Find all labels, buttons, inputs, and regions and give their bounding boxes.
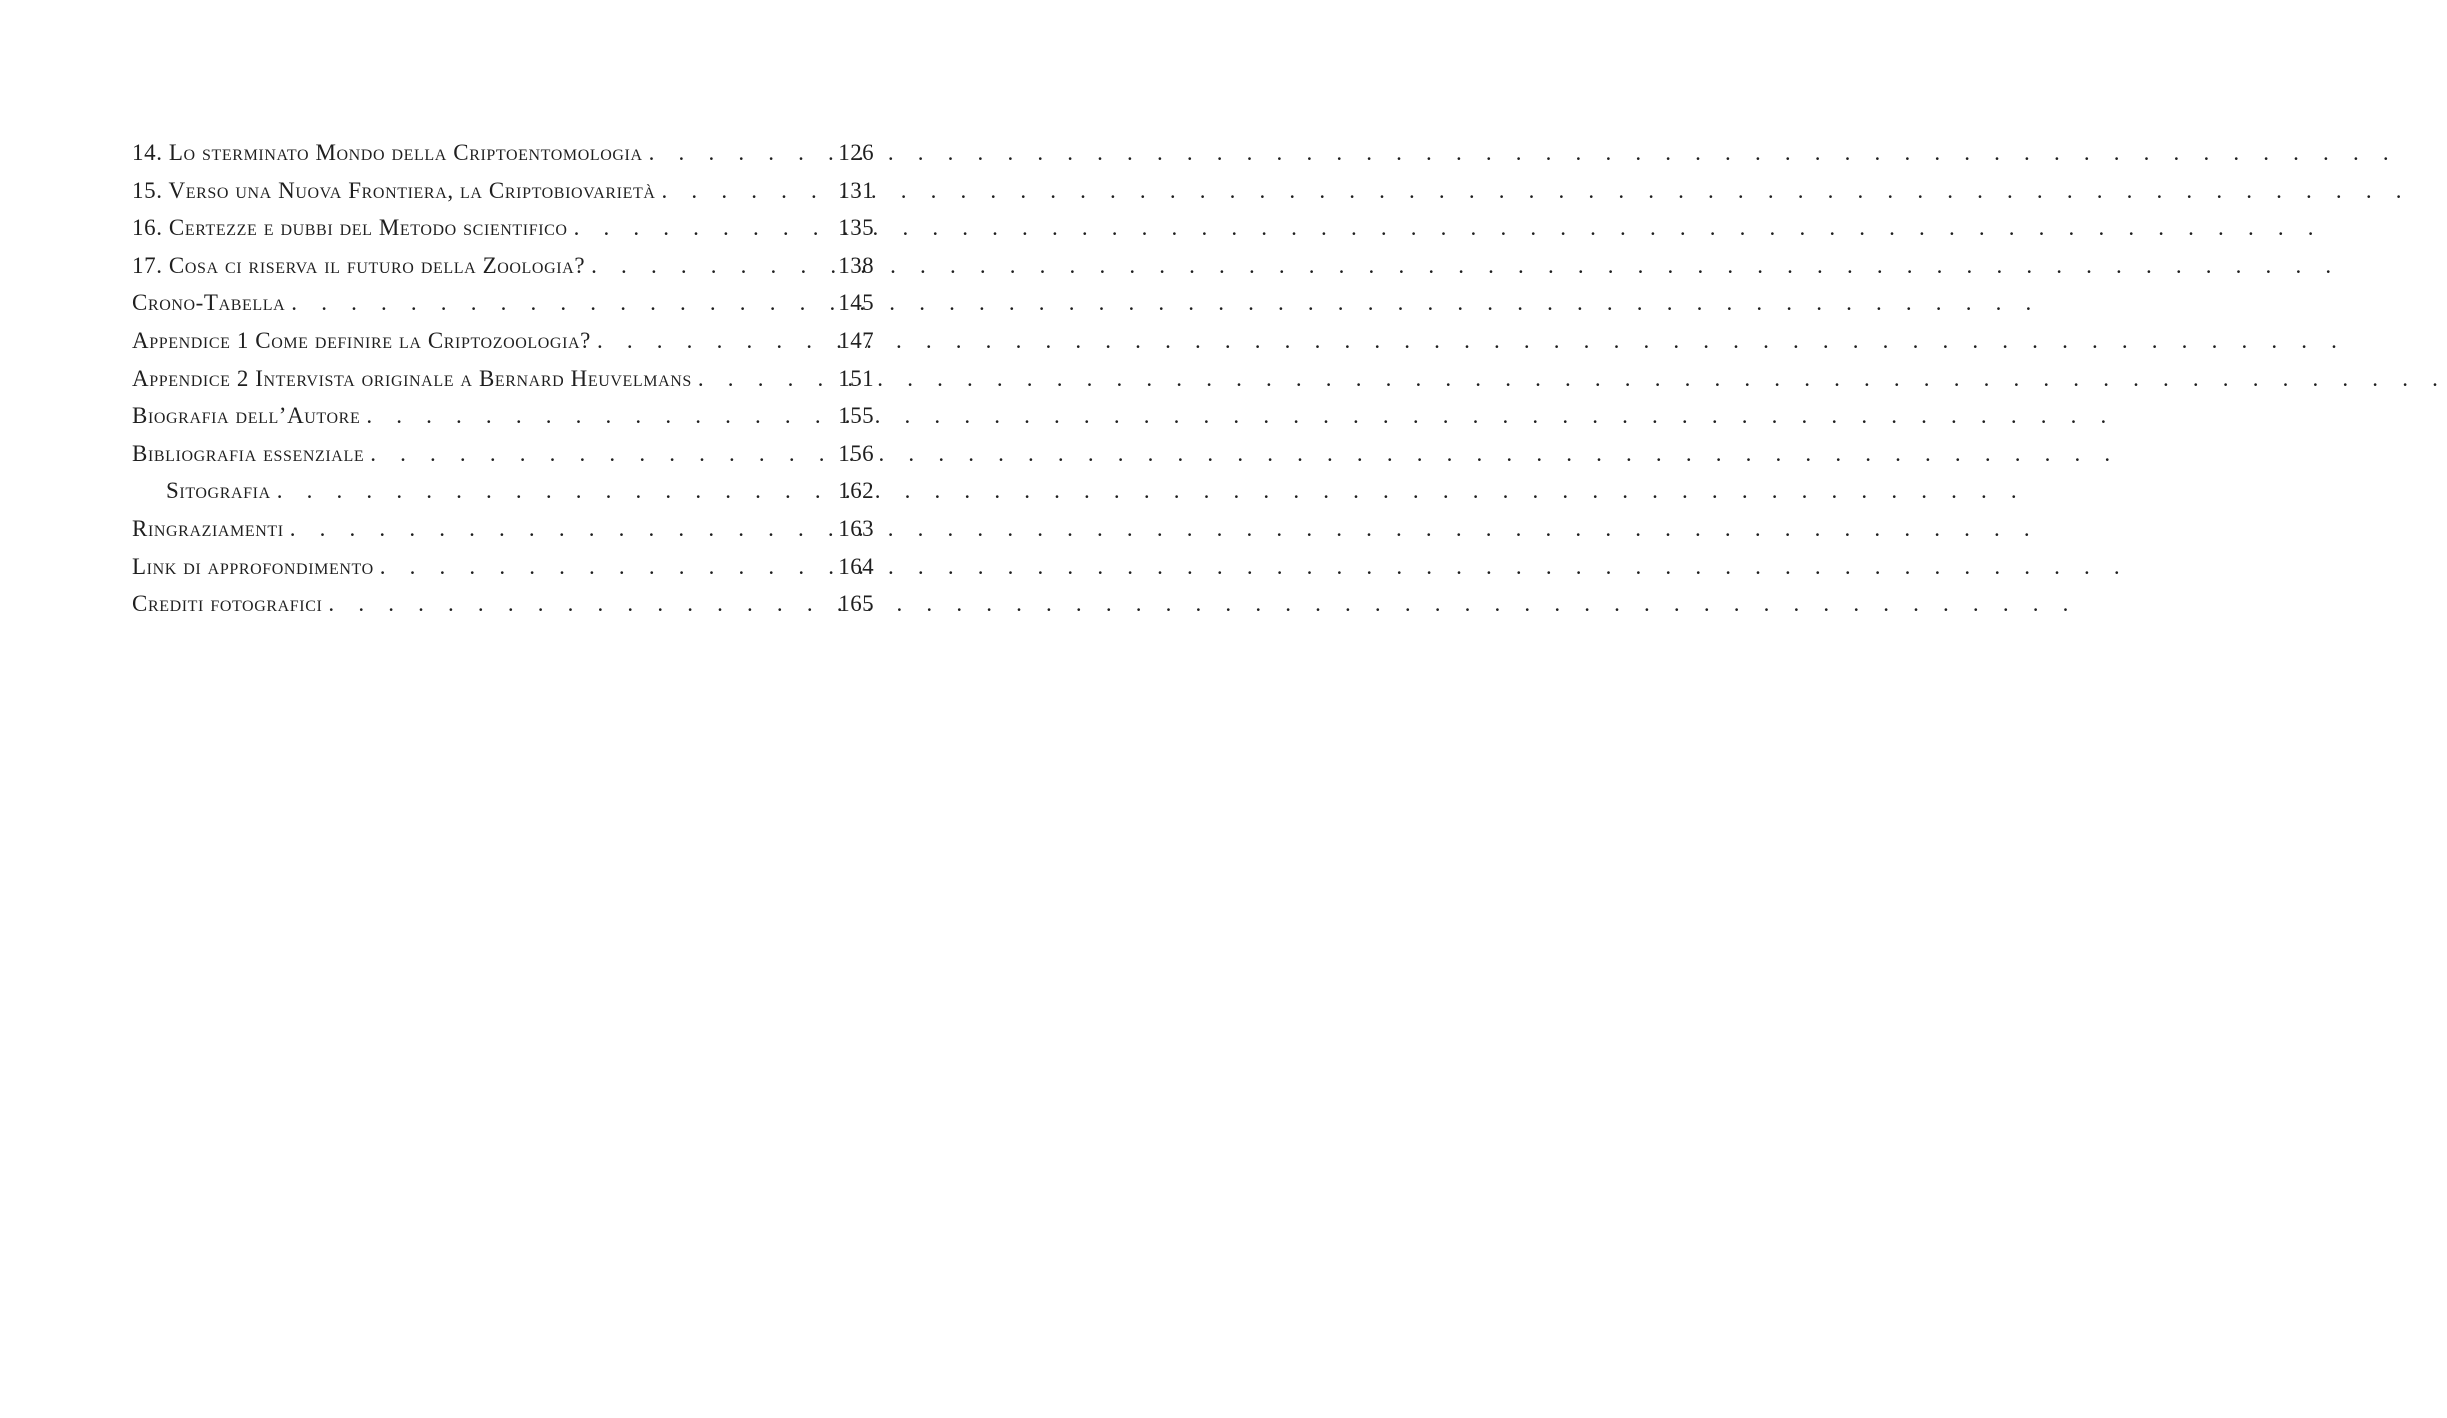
dot-leader: [568, 215, 839, 241]
dot-leader: [284, 516, 839, 542]
dot-leader: [285, 290, 838, 316]
dot-leader: [692, 366, 838, 392]
toc-entry-crediti-fotografici[interactable]: [132, 591, 874, 629]
toc-entry-page-number: 135: [838, 215, 874, 241]
toc-entry-appendice-2[interactable]: [132, 366, 874, 404]
toc-entry-chapter-15[interactable]: [132, 178, 874, 216]
toc-entry-page-number: 131: [838, 177, 874, 203]
toc-entry-title: 17. Cosa ci riserva il futuro della Zoologia?: [132, 252, 586, 278]
toc-entry-page-number: 145: [838, 290, 874, 316]
toc-entry-sitografia[interactable]: [132, 478, 874, 516]
toc-entry-page-number: 151: [838, 365, 874, 391]
toc-entry-chapter-17[interactable]: [132, 253, 874, 291]
table-of-contents: [132, 140, 874, 629]
dot-leader: [364, 441, 838, 467]
toc-entry-page-number: 155: [838, 403, 874, 429]
toc-entry-title: 16. Certezze e dubbi del Metodo scientifico: [132, 215, 568, 241]
toc-entry-title: Appendice 2 Intervista originale a Bernard Heuvelmans: [132, 365, 692, 391]
dot-leader: [271, 478, 839, 504]
toc-entry-link-approfondimento[interactable]: [132, 554, 874, 592]
toc-entry-title: Bibliografia essenziale: [132, 440, 365, 466]
toc-entry-title: Appendice 1 Come definire la Criptozoologia?: [132, 327, 591, 353]
dot-leader: [591, 328, 838, 354]
dot-leader: [643, 140, 839, 166]
toc-entry-page-number: 162: [838, 478, 874, 504]
dot-leader: [585, 253, 838, 279]
toc-entry-title: Sitografia: [166, 478, 271, 504]
toc-entry-title: 14. Lo sterminato Mondo della Criptoentomologia: [132, 140, 643, 165]
dot-leader: [374, 554, 839, 580]
toc-entry-page-number: 126: [838, 140, 874, 165]
toc-entry-page-number: 156: [838, 440, 874, 466]
toc-entry-title: Biografia dell’Autore: [132, 403, 361, 429]
toc-entry-bibliografia[interactable]: [132, 441, 874, 479]
toc-entry-biografia[interactable]: [132, 403, 874, 441]
dot-leader: [360, 403, 838, 429]
toc-entry-title: Crediti fotografici: [132, 591, 323, 617]
toc-entry-title: 15. Verso una Nuova Frontiera, la Criptobiovarietà: [132, 177, 656, 203]
toc-entry-page-number: 138: [838, 252, 874, 278]
toc-entry-page-number: 163: [838, 515, 874, 541]
toc-entry-crono-tabella[interactable]: [132, 290, 874, 328]
toc-entry-ringraziamenti[interactable]: [132, 516, 874, 554]
dot-leader: [322, 591, 838, 617]
toc-entry-chapter-14[interactable]: [132, 140, 874, 178]
toc-entry-chapter-16[interactable]: [132, 215, 874, 253]
toc-entry-page-number: 165: [838, 591, 874, 617]
toc-entry-title: Crono-Tabella: [132, 290, 286, 316]
toc-entry-appendice-1[interactable]: [132, 328, 874, 366]
dot-leader: [656, 178, 839, 204]
toc-entry-title: Link di approfondimento: [132, 553, 374, 579]
toc-entry-page-number: 147: [838, 327, 874, 353]
toc-entry-page-number: 164: [838, 553, 874, 579]
toc-entry-title: Ringraziamenti: [132, 515, 284, 541]
